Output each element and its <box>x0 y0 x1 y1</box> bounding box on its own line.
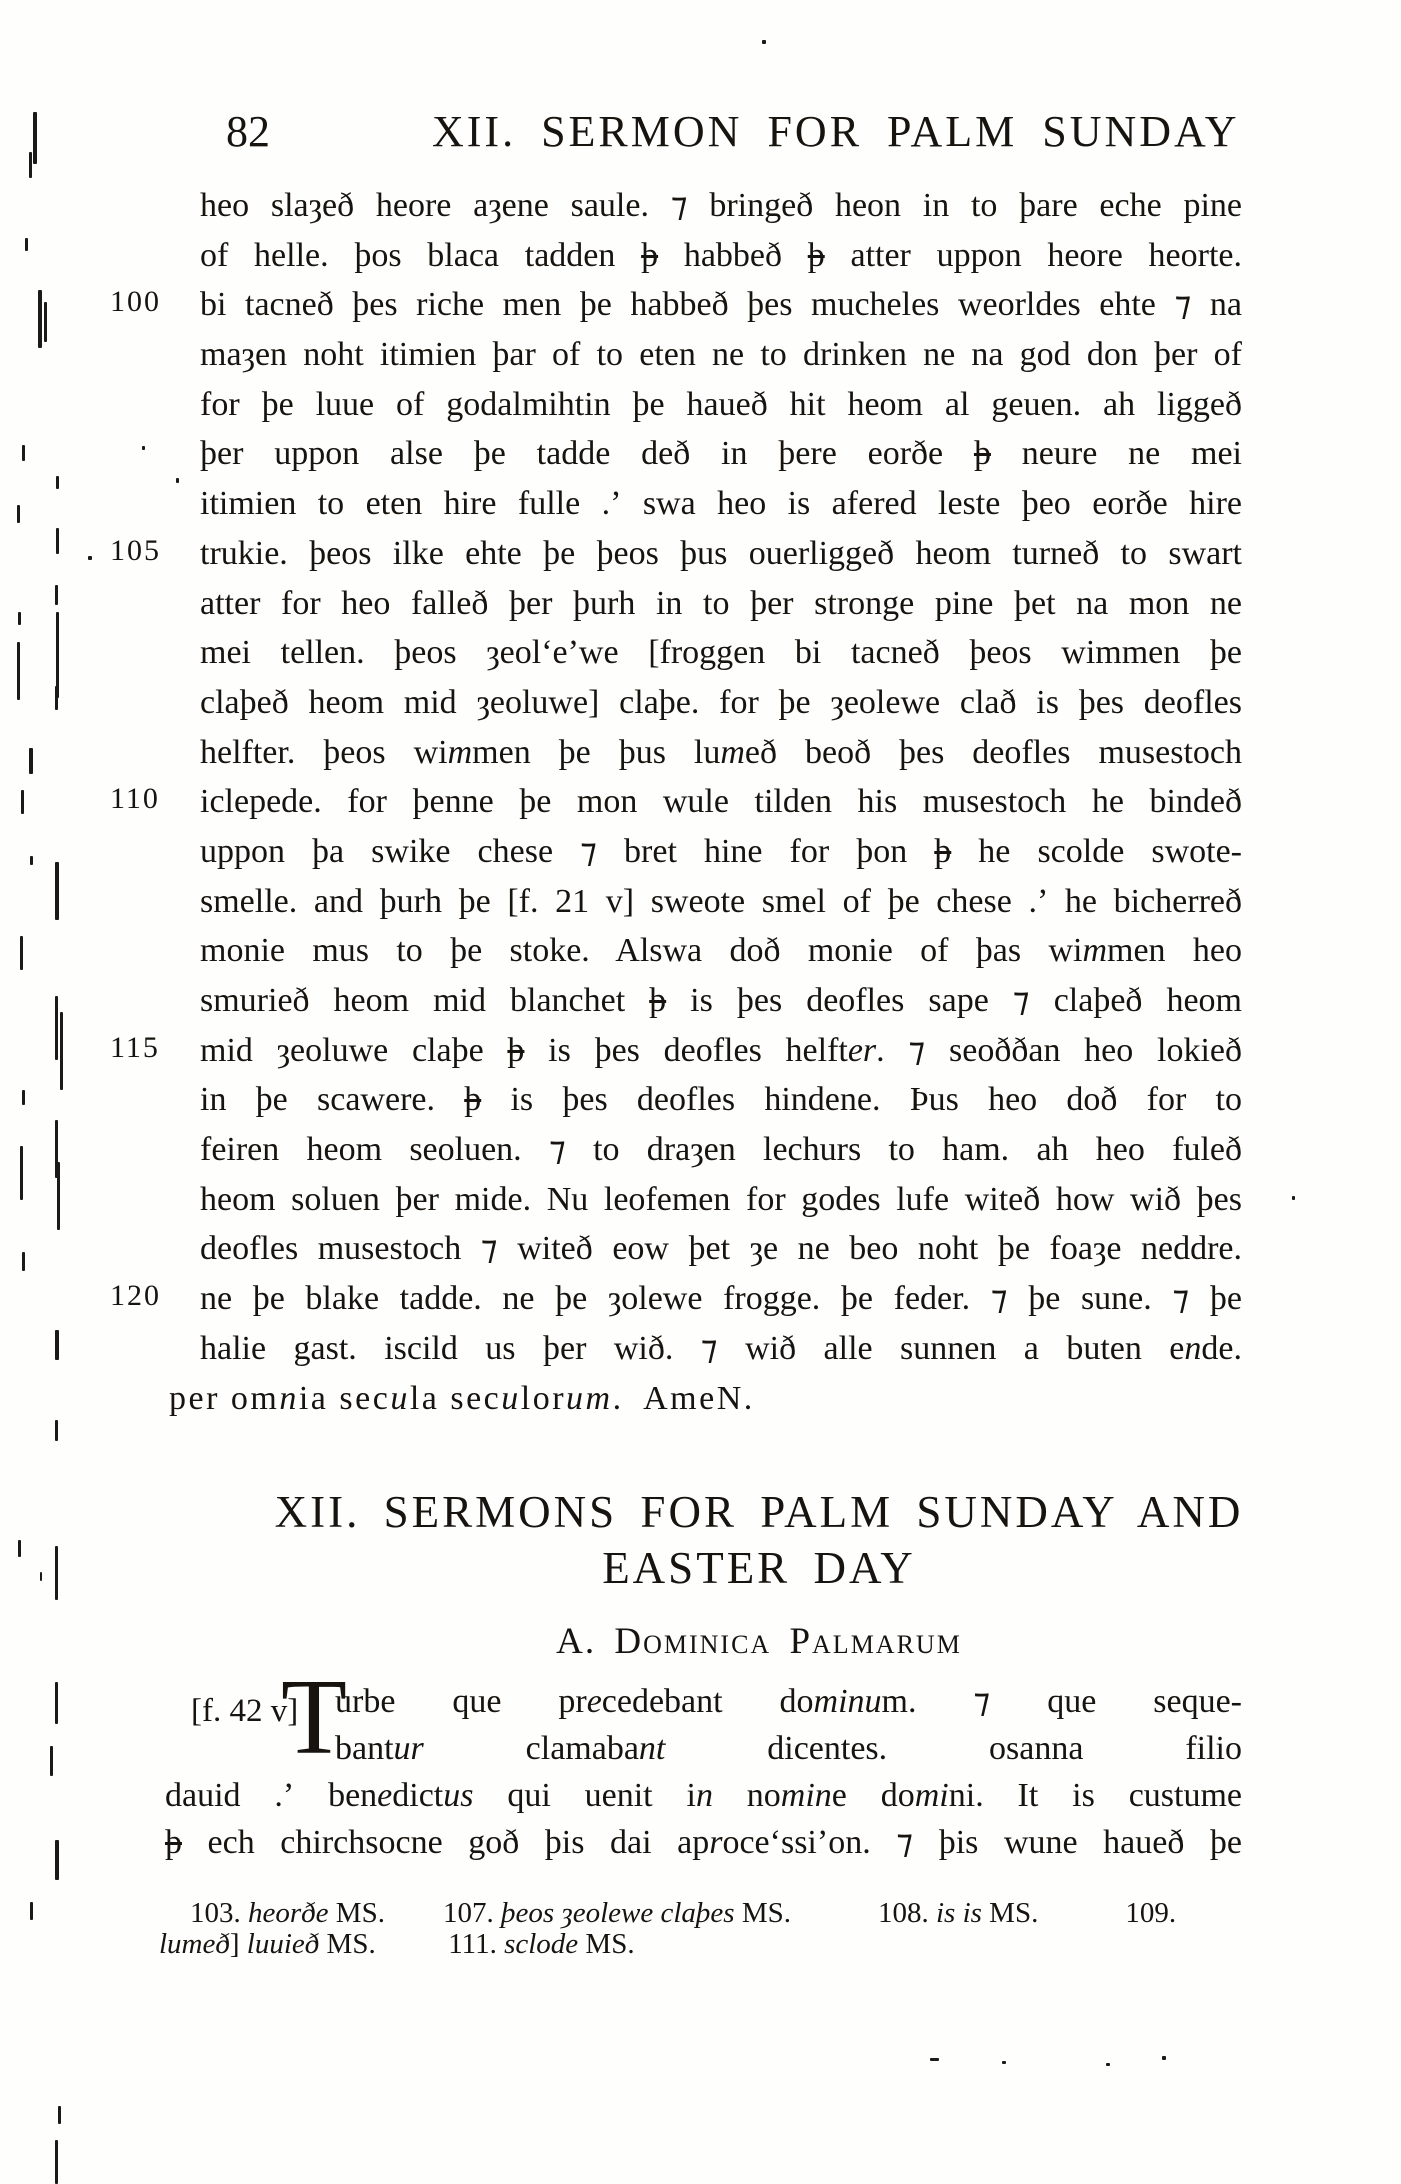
text-segment: atter uppon heore heorte. <box>824 236 1242 274</box>
text-segment: luuieð <box>246 1928 320 1960</box>
text-segment: us <box>443 1777 474 1814</box>
text-segment: 103. <box>190 1897 248 1929</box>
text-line <box>200 877 1242 927</box>
text-line <box>200 1224 1242 1274</box>
page-number: 82 <box>226 107 270 156</box>
text-line <box>165 1678 1242 1725</box>
text-segment: ech chirchsocne goð þis dai ap <box>182 1824 710 1861</box>
section-subheading: A. Dominica Palmarum <box>556 1621 962 1662</box>
text-segment: m <box>720 733 745 771</box>
scan-artifact-mark <box>55 862 59 920</box>
text-segment: of helle. þos blaca tadden <box>200 236 642 274</box>
text-line <box>165 1725 1242 1772</box>
scan-artifact-mark <box>18 1540 21 1557</box>
text-segment: ur <box>393 1730 424 1767</box>
text-segment: is þes deofles helft <box>524 1031 848 1069</box>
margin-line-number: 110 <box>110 782 160 816</box>
text-segment: ] <box>229 1928 247 1960</box>
text-segment: þ <box>165 1824 182 1861</box>
text-segment: lor <box>520 1379 567 1417</box>
text-segment: smurieð heom mid blanchet <box>200 982 650 1019</box>
text-segment: la sec <box>409 1379 502 1417</box>
folio-reference: [f. 42 v] <box>191 1693 299 1729</box>
text-segment: dict <box>392 1777 444 1814</box>
text-line <box>165 1819 1242 1866</box>
text-segment: is þes deofles sape ⁊ claþeð heom <box>666 982 1242 1019</box>
incipit-paragraph <box>165 1658 1243 1866</box>
text-segment: er <box>847 1031 877 1069</box>
text-segment: heom soluen þer mide. Nu leofemen for godes lufe witeð how wið þes <box>200 1180 1242 1218</box>
text-segment: feiren heom seoluen. ⁊ to draȝen lechurs to ham. ah heo fuleð <box>200 1131 1242 1169</box>
text-segment: halie gast. iscild us þer wið. ⁊ wið alle sunnen a buten e <box>200 1329 1185 1367</box>
scan-artifact-mark <box>33 112 37 164</box>
text-line <box>159 1929 1375 1960</box>
text-line <box>110 1274 1242 1324</box>
text-segment: þ <box>934 832 952 870</box>
text-segment: . AmeN. <box>612 1379 755 1417</box>
text-segment: m <box>447 733 473 771</box>
scan-artifact-mark <box>88 556 92 560</box>
text-segment: . ⁊ seoððan heo lokieð <box>876 1031 1242 1069</box>
text-segment: qui uenit i <box>473 1777 696 1814</box>
margin-line-number: 120 <box>110 1279 161 1313</box>
text-segment: mid ȝeoluwe claþe <box>200 1031 508 1069</box>
text-segment: dicentes. osanna filio <box>665 1730 1242 1767</box>
text-segment: nt <box>638 1730 666 1767</box>
text-line <box>200 479 1242 529</box>
scan-artifact-mark <box>55 1546 58 1600</box>
text-segment: þer uppon alse þe tadde deð in þere eorðe <box>200 435 974 473</box>
text-segment: heorðe <box>248 1897 329 1929</box>
text-segment: ne þe blake tadde. ne þe ȝolewe frogge. þe feder. ⁊ þe sune. ⁊ þe <box>200 1280 1242 1318</box>
text-segment: in þe scawere. <box>200 1081 465 1119</box>
text-segment <box>791 1897 878 1929</box>
scan-artifact-mark <box>1106 2063 1110 2066</box>
section-title-line1: XII. SERMONS FOR PALM SUNDAY AND <box>274 1487 1244 1537</box>
scan-artifact-mark <box>56 476 59 489</box>
text-segment: atter for heo falleð þer þurh in to þer stronge pine þet na mon ne <box>200 584 1242 622</box>
margin-line-number: 115 <box>110 1030 160 1064</box>
text-segment: habbeð <box>658 236 808 274</box>
scan-artifact-mark <box>57 1162 60 1230</box>
text-line <box>110 777 1242 827</box>
text-segment: bant <box>335 1730 394 1767</box>
text-segment: ni. It is custume <box>948 1777 1243 1814</box>
text-line <box>200 1175 1242 1225</box>
text-line <box>200 628 1242 678</box>
text-segment: þeos ȝeolewe claþes <box>500 1897 735 1929</box>
text-segment: u <box>390 1379 410 1417</box>
text-segment <box>1038 1897 1125 1929</box>
text-segment: men heo <box>1107 932 1242 970</box>
text-line <box>200 678 1242 728</box>
scan-artifact-mark <box>56 528 59 554</box>
text-segment: ia sec <box>298 1379 391 1417</box>
text-segment: mei tellen. þeos ȝeolʻeʼwe [froggen bi tacneð þeos wimmen þe <box>200 634 1242 672</box>
scan-artifact-mark <box>930 2058 939 2061</box>
scan-artifact-mark <box>60 1012 63 1090</box>
scan-artifact-mark <box>50 1746 53 1776</box>
text-segment: per om <box>169 1379 280 1417</box>
scan-artifact-mark <box>20 1146 23 1200</box>
scan-artifact-mark <box>55 1682 58 1724</box>
text-segment: eð beoð þes deofles musestoch <box>744 733 1242 771</box>
text-segment: he scolde swote- <box>951 832 1242 870</box>
text-line <box>200 231 1242 281</box>
scan-artifact-mark <box>21 790 24 814</box>
text-segment: þ <box>649 982 667 1019</box>
text-segment: oceʻssiʼon. ⁊ þis wune haueð þe <box>722 1824 1242 1861</box>
incipit-lines <box>165 1658 1243 1866</box>
text-segment: þ <box>507 1031 525 1069</box>
scan-artifact-mark <box>44 302 47 342</box>
text-segment: MS. <box>328 1897 385 1929</box>
scan-artifact-mark <box>142 446 145 450</box>
scan-artifact-mark <box>176 478 179 483</box>
text-segment: MS. <box>578 1928 635 1960</box>
text-segment: helfter. þeos wi <box>200 733 448 771</box>
text-segment: deofles musestoch ⁊ witeð eow þet ȝe ne beo noht þe foaȝe neddre. <box>200 1230 1242 1268</box>
scan-artifact-mark <box>1162 2056 1166 2060</box>
scan-artifact-mark <box>22 445 25 461</box>
text-line <box>200 181 1242 231</box>
scan-artifact-mark <box>55 686 58 710</box>
text-segment: n <box>1184 1329 1202 1367</box>
scan-artifact-mark <box>762 40 766 44</box>
scan-artifact-mark <box>40 1572 42 1581</box>
drop-cap: T <box>281 1658 347 1777</box>
text-segment: monie mus to þe stoke. Alswa doð monie of þas wi <box>200 932 1083 970</box>
text-segment: uppon þa swike chese ⁊ bret hine for þon <box>200 832 935 870</box>
text-segment: 108. <box>877 1897 936 1929</box>
text-segment: e <box>586 1683 602 1720</box>
text-segment: no <box>712 1777 781 1814</box>
scan-artifact-mark <box>58 2106 61 2124</box>
text-segment: 111. <box>448 1928 505 1960</box>
text-segment: men þe þus lu <box>472 733 721 771</box>
text-segment: cedebant do <box>601 1683 814 1720</box>
text-segment: trukie. þeos ilke ehte þe þeos þus ouerliggeð heom turneð to swart <box>200 534 1242 572</box>
text-segment: minu <box>813 1683 882 1720</box>
section-heading <box>238 1484 1280 1663</box>
text-segment: e <box>377 1777 393 1814</box>
text-segment: is þes deofles hindene. Þus heo doð for to <box>481 1081 1242 1119</box>
scan-artifact-mark <box>22 1090 25 1105</box>
scan-artifact-mark <box>18 612 21 625</box>
scan-artifact-mark <box>55 1840 59 1880</box>
scan-artifact-mark <box>1292 1196 1295 1200</box>
sermon-body-text <box>110 181 1243 1423</box>
text-line <box>110 280 1242 330</box>
scan-artifact-mark <box>55 1420 58 1441</box>
text-segment: mi <box>914 1777 949 1814</box>
scan-artifact-mark <box>30 856 33 865</box>
scan-artifact-mark <box>20 936 23 970</box>
scan-artifact-mark <box>30 1902 33 1920</box>
text-segment: heo slaȝeð heore aȝene saule. ⁊ bringeð heon in to þare eche pine <box>200 187 1242 224</box>
text-segment: MS. <box>981 1897 1039 1929</box>
text-segment: 109. <box>1125 1897 1177 1929</box>
text-line <box>200 976 1242 1026</box>
scan-artifact-mark <box>55 996 58 1060</box>
text-segment: m <box>1082 932 1108 970</box>
text-segment: claþeð heom mid ȝeoluwe] claþe. for þe ȝeolewe clað is þes deofles <box>200 683 1242 721</box>
text-line <box>190 1898 1375 1929</box>
text-line <box>200 827 1242 877</box>
scan-artifact-mark <box>1002 2061 1006 2064</box>
text-segment: n <box>279 1379 299 1417</box>
text-segment: itimien to eten hire fulle .ʼ swa heo is afered leste þeo eorðe hire <box>200 485 1242 523</box>
text-line <box>200 429 1242 479</box>
text-line <box>200 728 1242 778</box>
text-line <box>169 1374 1242 1424</box>
section-title-line2: EASTER DAY <box>602 1543 916 1593</box>
text-line <box>200 1324 1242 1374</box>
text-line <box>165 1772 1242 1819</box>
text-line <box>200 926 1242 976</box>
text-segment: min <box>780 1777 832 1814</box>
text-segment: n <box>695 1777 713 1814</box>
text-segment: r <box>709 1824 723 1861</box>
text-segment: neure ne mei <box>990 435 1243 473</box>
text-segment: sclode <box>504 1928 579 1960</box>
text-segment: bi tacneð þes riche men þe habbeð þes mucheles weorldes ehte ⁊ na <box>200 286 1242 324</box>
scan-artifact-mark <box>55 585 58 605</box>
text-segment: is is <box>935 1897 982 1929</box>
text-segment: clamaba <box>423 1730 639 1767</box>
text-segment: MS. <box>734 1897 791 1929</box>
text-segment: maȝen noht itimien þar of to eten ne to drinken ne na god don þer of <box>200 336 1242 374</box>
text-segment: for þe luue of godalmihtin þe haueð hit heom al geuen. ah liggeð <box>200 385 1242 423</box>
text-line <box>200 1125 1242 1175</box>
scan-artifact-mark <box>22 1252 25 1271</box>
scan-artifact-mark <box>29 748 33 774</box>
text-line <box>200 380 1242 430</box>
text-segment: m. ⁊ que seque- <box>881 1683 1242 1720</box>
text-segment: de. <box>1201 1329 1242 1367</box>
text-segment: urbe que pr <box>335 1683 587 1720</box>
text-line <box>200 579 1242 629</box>
scan-artifact-mark <box>17 505 20 523</box>
text-segment: MS. <box>319 1928 376 1960</box>
text-segment: 107. <box>442 1897 501 1929</box>
scan-artifact-mark <box>55 1330 59 1360</box>
scan-artifact-mark <box>25 238 28 251</box>
scan-artifact-mark <box>38 290 42 348</box>
text-segment <box>376 1928 449 1960</box>
text-segment: þ <box>807 236 825 274</box>
text-segment: iclepede. for þenne þe mon wule tilden his musestoch he bindeð <box>200 783 1242 821</box>
critical-apparatus-footnotes <box>159 1897 1375 1960</box>
text-line <box>110 1026 1242 1076</box>
text-line <box>200 1075 1242 1125</box>
text-line <box>200 330 1242 380</box>
margin-line-number: 105 <box>110 533 161 567</box>
text-segment: u <box>501 1379 521 1417</box>
text-segment: smelle. and þurh þe [f. 21 v] sweote smel of þe chese .ʼ he bicherreð <box>200 882 1242 920</box>
text-segment <box>385 1897 443 1929</box>
scan-artifact-mark <box>29 152 32 178</box>
text-segment: þ <box>464 1081 482 1119</box>
text-segment: um <box>566 1379 613 1417</box>
running-title: XII. SERMON FOR PALM SUNDAY <box>432 107 1240 156</box>
scan-artifact-mark <box>55 2140 58 2184</box>
scan-artifact-mark <box>17 642 20 700</box>
text-segment: dauid .ʼ ben <box>165 1777 378 1814</box>
text-segment: lumeð <box>159 1928 230 1960</box>
text-segment: þ <box>973 435 991 473</box>
text-segment: e do <box>831 1777 915 1814</box>
text-line <box>110 529 1242 579</box>
text-segment: þ <box>641 236 659 274</box>
margin-line-number: 100 <box>110 285 161 319</box>
